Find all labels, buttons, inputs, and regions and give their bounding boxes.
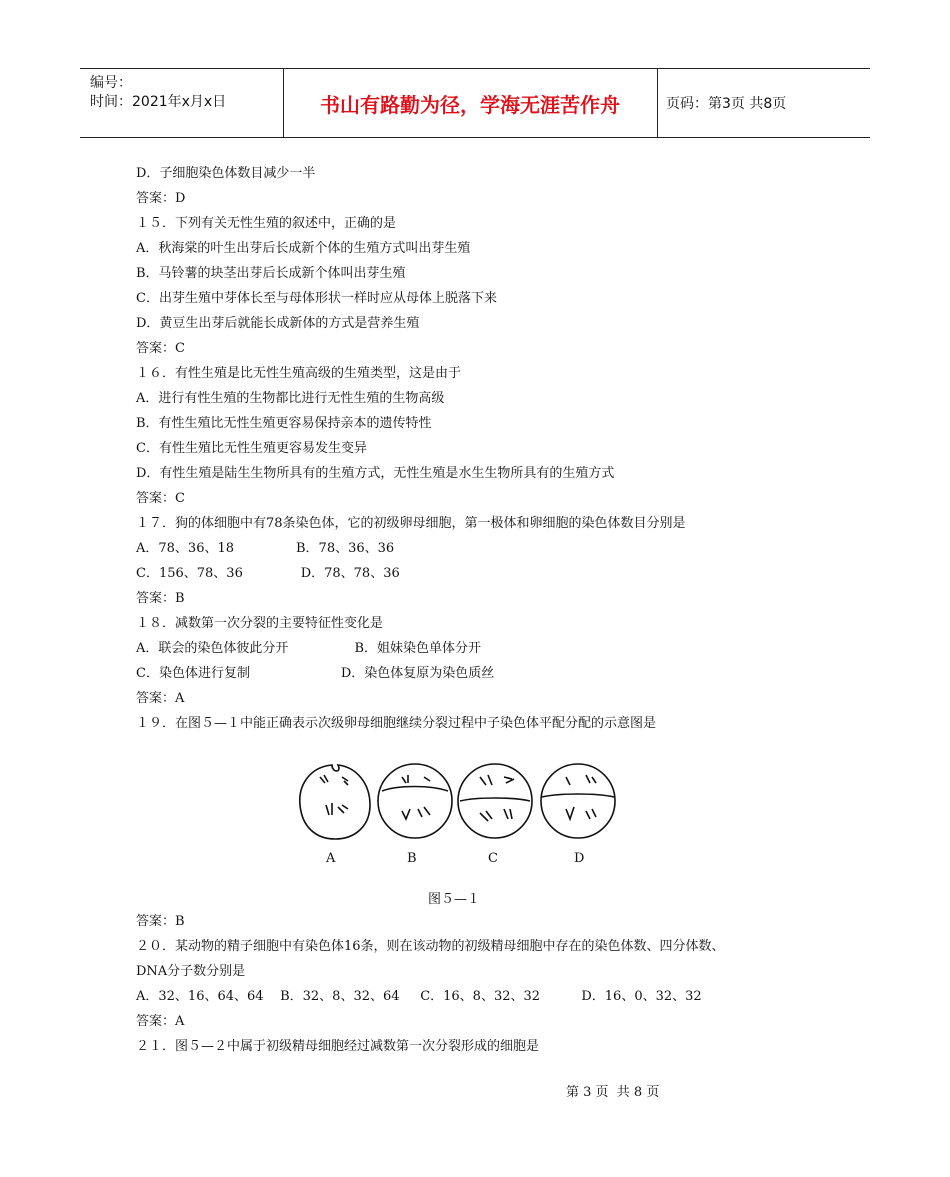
page-footer: 第 3 页 共 8 页 — [566, 1085, 660, 1100]
figure-label-c: C — [488, 851, 498, 866]
option-line: B．马铃薯的块茎出芽后长成新个体叫出芽生殖 — [136, 266, 406, 281]
figure-label-a: A — [326, 851, 336, 866]
answer-line: 答案：B — [136, 591, 185, 606]
answer-line: 答案：D — [136, 191, 186, 206]
option-line: C．156、78、36 D．78、78、36 — [136, 566, 400, 581]
cell-c-drawing — [458, 764, 532, 838]
cell-division-figure — [290, 755, 630, 875]
question-17: １７．狗的体细胞中有78条染色体，它的初级卵母细胞，第一极体和卵细胞的染色体数目分别是 — [136, 516, 686, 531]
answer-line: 答案：B — [136, 914, 185, 929]
option-line: A．32、16、64、64 B．32、8、32、64 C．16、8、32、32 D．16、0、32、32 — [136, 989, 702, 1004]
answer-line: 答案：C — [136, 491, 185, 506]
question-16: １６．有性生殖是比无性生殖高级的生殖类型，这是由于 — [136, 366, 462, 381]
option-line: C．染色体进行复制 D．染色体复原为染色质丝 — [136, 666, 495, 681]
question-20: ２０．某动物的精子细胞中有染色体16条，则在该动物的初级精母细胞中存在的染色体数、四分体数、 — [136, 939, 725, 954]
figure-label-b: B — [407, 851, 417, 866]
cell-b-drawing — [378, 764, 452, 838]
answer-line: 答案：A — [136, 691, 185, 706]
option-line: A．进行有性生殖的生物都比进行无性生殖的生物高级 — [136, 391, 445, 406]
option-line: A．78、36、18 B．78、36、36 — [136, 541, 395, 556]
header-right-cell — [657, 69, 870, 137]
question-18: １８．减数第一次分裂的主要特征性变化是 — [136, 616, 384, 631]
header-left-cell — [80, 69, 284, 137]
question-21: ２１．图５—２中属于初级精母细胞经过减数第一次分裂形成的细胞是 — [136, 1039, 540, 1054]
option-line: C．有性生殖比无性生殖更容易发生变异 — [136, 441, 367, 456]
date-label: 时间：2021年x月x日 — [90, 94, 227, 110]
option-line: B．有性生殖比无性生殖更容易保持亲本的遗传特性 — [136, 416, 432, 431]
page-info: 页码：第3页 共8页 — [666, 96, 787, 112]
header-middle-cell — [283, 69, 658, 137]
question-19: １９．在图５—１中能正确表示次级卵母细胞继续分裂过程中子染色体平配分配的示意图是 — [136, 716, 657, 731]
page-header — [80, 68, 870, 138]
option-line: D．黄豆生出芽后就能长成新体的方式是营养生殖 — [136, 316, 420, 331]
motto: 书山有路勤为径，学海无涯苦作舟 — [320, 93, 620, 117]
answer-line: 答案：A — [136, 1014, 185, 1029]
cell-d-drawing — [541, 764, 615, 838]
option-line: D．有性生殖是陆生生物所具有的生殖方式，无性生殖是水生生物所具有的生殖方式 — [136, 466, 615, 481]
option-line: C．出芽生殖中芽体长至与母体形状一样时应从母体上脱落下来 — [136, 291, 497, 306]
option-line: A．秋海棠的叶生出芽后长成新个体的生殖方式叫出芽生殖 — [136, 241, 471, 256]
figure-label-d: D — [574, 851, 585, 866]
number-label: 编号： — [90, 75, 132, 91]
text-line: D．子细胞染色体数目减少一半 — [136, 166, 316, 181]
text-line: DNA分子数分别是 — [136, 964, 246, 979]
question-15: １５．下列有关无性生殖的叙述中，正确的是 — [136, 216, 397, 231]
option-line: A．联会的染色体彼此分开 B．姐妹染色单体分开 — [136, 641, 482, 656]
cell-a-drawing — [300, 765, 370, 839]
figure-caption: 图５—１ — [428, 892, 481, 907]
answer-line: 答案：C — [136, 341, 185, 356]
